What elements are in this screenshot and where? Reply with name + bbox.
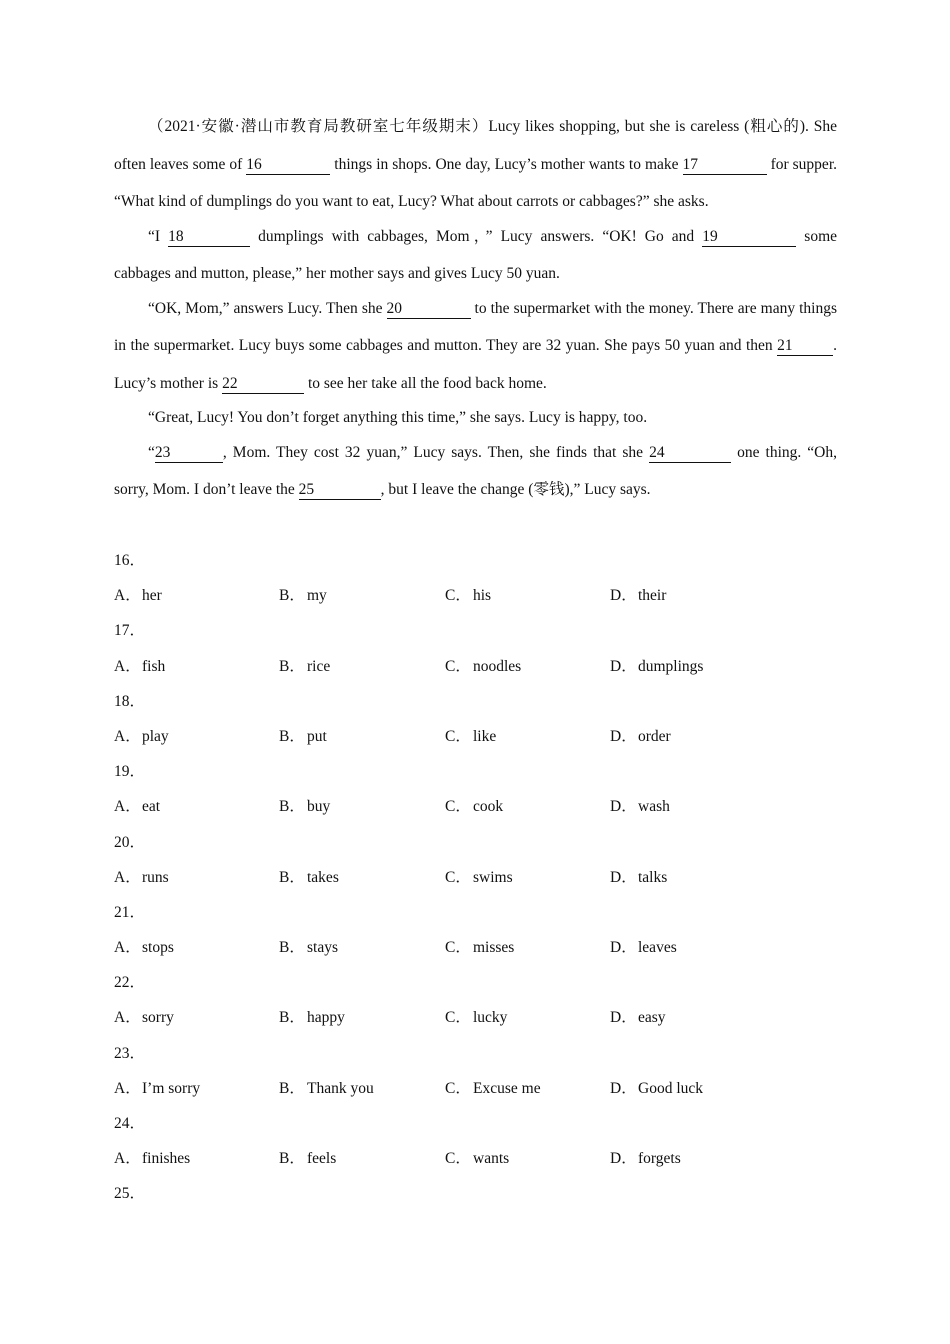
- question-options: [114, 719, 837, 754]
- option-c[interactable]: C． lucky: [445, 1009, 508, 1027]
- passage-paragraph-4: “Great, Lucy! You don’t forget anything this time,” she says. Lucy is happy, too.: [148, 409, 648, 426]
- question-options: [114, 1141, 837, 1176]
- option-d[interactable]: D．talks: [610, 868, 668, 886]
- passage-paragraph-3: “OK, Mom,” answers Lucy. Then she 20 to the supermarket with the money. There are many things in the supermarket. Lucy buys some cabbages and mutton. They are 32 yuan. She pays 50 yuan and then 21 . Lucy’s mother is 22 to see her take all the food back home.: [114, 299, 837, 392]
- option-d[interactable]: D．leaves: [610, 939, 677, 957]
- question-options: [114, 930, 837, 965]
- option-c[interactable]: C． like: [445, 727, 497, 745]
- question-options: [114, 578, 837, 613]
- option-c[interactable]: C． his: [445, 587, 492, 605]
- blank-20[interactable]: 20: [387, 300, 471, 319]
- blank-23[interactable]: 23: [155, 444, 223, 463]
- option-a[interactable]: A．finishes: [114, 1150, 191, 1168]
- option-c[interactable]: C． misses: [445, 939, 515, 957]
- option-b[interactable]: B． happy: [279, 1009, 345, 1027]
- option-d[interactable]: D．their: [610, 587, 667, 605]
- question-number: 23．: [114, 1044, 146, 1062]
- question-number: 18．: [114, 692, 146, 710]
- blank-16[interactable]: 16: [246, 156, 330, 175]
- option-a[interactable]: A．eat: [114, 798, 161, 816]
- option-b[interactable]: B． rice: [279, 657, 331, 675]
- option-d[interactable]: D．order: [610, 727, 671, 745]
- option-c[interactable]: C． Excuse me: [445, 1079, 541, 1097]
- option-b[interactable]: B． buy: [279, 798, 331, 816]
- option-d[interactable]: D．Good luck: [610, 1079, 704, 1097]
- question-number: 21．: [114, 903, 146, 921]
- question-options: [114, 789, 837, 824]
- option-c[interactable]: C． noodles: [445, 657, 522, 675]
- question-options: [114, 860, 837, 895]
- option-b[interactable]: B． my: [279, 587, 327, 605]
- option-b[interactable]: B． Thank you: [279, 1079, 374, 1097]
- option-d[interactable]: D．forgets: [610, 1150, 681, 1168]
- option-b[interactable]: B． put: [279, 727, 327, 745]
- question-options: [114, 1000, 837, 1035]
- question-number: 24．: [114, 1115, 146, 1132]
- option-a[interactable]: A．I’m sorry: [114, 1079, 201, 1097]
- blank-25[interactable]: 25: [299, 481, 381, 500]
- option-a[interactable]: A．runs: [114, 868, 169, 886]
- question-number: 25．: [114, 1185, 146, 1203]
- option-a[interactable]: A．sorry: [114, 1009, 174, 1027]
- passage-paragraph-5: “23 , Mom. They cost 32 yuan,” Lucy says. Then, she finds that she 24 one thing. “Oh, sorry, Mom. I don’t leave the 25 , but I leave the change (零钱),” Lucy says.: [114, 443, 837, 498]
- question-options: [114, 1071, 837, 1106]
- option-b[interactable]: B． takes: [279, 868, 339, 886]
- option-a[interactable]: A．her: [114, 587, 162, 605]
- question-number: 16．: [114, 552, 146, 569]
- question-number: 17．: [114, 622, 146, 640]
- cloze-passage: [114, 108, 837, 509]
- source-tag: （2021·安徽·潜山市教育局教研室七年级期末）: [148, 118, 489, 135]
- blank-22[interactable]: 22: [222, 375, 304, 394]
- blank-17[interactable]: 17: [683, 156, 767, 175]
- blank-24[interactable]: 24: [649, 444, 731, 463]
- option-c[interactable]: C． cook: [445, 798, 504, 816]
- passage-paragraph-1: （2021·安徽·潜山市教育局教研室七年级期末）Lucy likes shopping, but she is careless (粗心的). She often leaves some of 16 things in shops. One day, Lucy’s mother wants to make 17 for supper. “What kind of dumplings do you want to eat, Lucy? What about carrots or cabbages?” she asks.: [114, 118, 837, 210]
- option-b[interactable]: B． stays: [279, 939, 338, 957]
- option-a[interactable]: A．play: [114, 727, 169, 745]
- option-c[interactable]: C． wants: [445, 1150, 510, 1168]
- question-number: 19．: [114, 763, 146, 781]
- blank-21[interactable]: 21: [777, 337, 833, 356]
- option-c[interactable]: C． swims: [445, 868, 513, 886]
- question-number: 22．: [114, 974, 146, 992]
- option-b[interactable]: B． feels: [279, 1150, 337, 1168]
- passage-paragraph-2: “I 18 dumplings with cabbages, Mom，” Lucy answers. “OK! Go and 19 some cabbages and mutton, please,” her mother says and gives Lucy 50 yuan.: [114, 227, 838, 282]
- blank-19[interactable]: 19: [702, 228, 796, 247]
- option-d[interactable]: D．easy: [610, 1009, 666, 1027]
- blank-18[interactable]: 18: [168, 228, 250, 247]
- question-options: [114, 649, 837, 684]
- option-d[interactable]: D．wash: [610, 798, 670, 816]
- question-number: 20．: [114, 833, 146, 851]
- option-d[interactable]: D．dumplings: [610, 657, 704, 675]
- question-list: [114, 543, 837, 1212]
- option-a[interactable]: A．stops: [114, 939, 174, 957]
- option-a[interactable]: A．fish: [114, 657, 166, 675]
